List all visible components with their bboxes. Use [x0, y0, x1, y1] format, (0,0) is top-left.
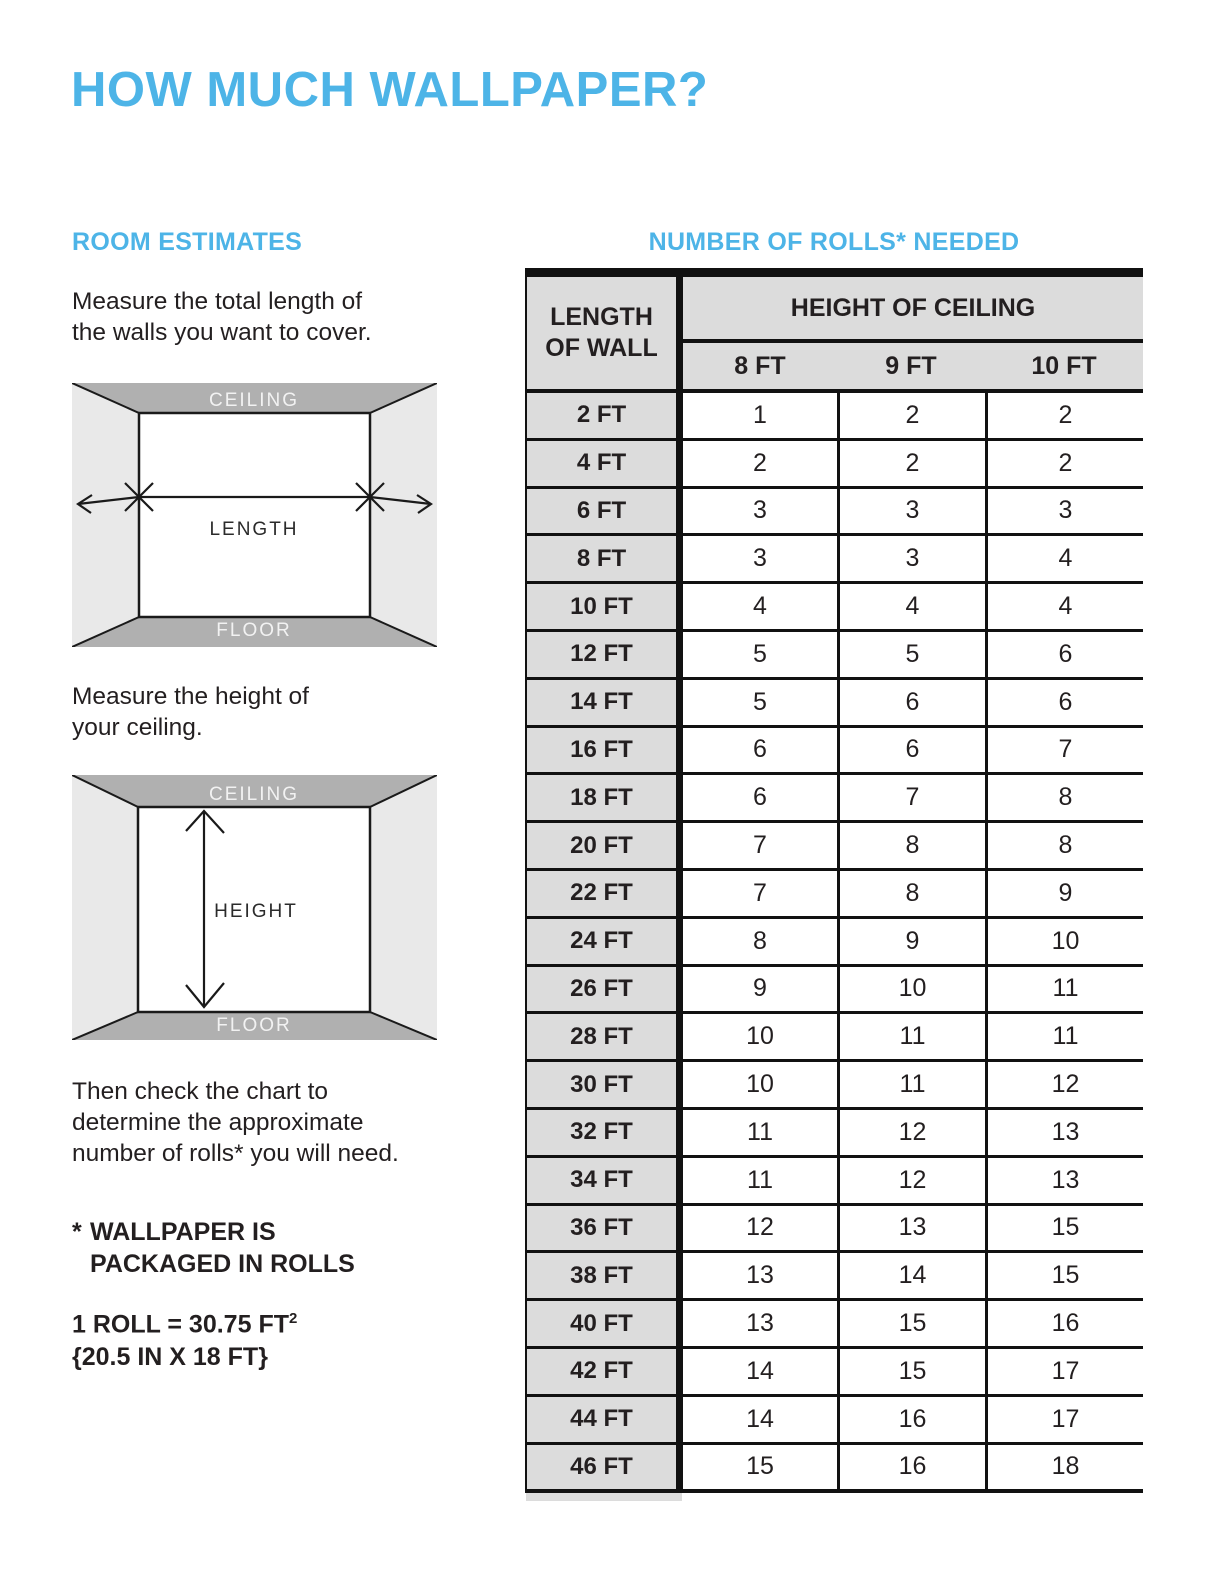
footnote-asterisk: *: [72, 1218, 82, 1246]
wall-length-label: 4 FT: [525, 441, 683, 486]
wall-length-label: 10 FT: [525, 584, 683, 629]
step3-line2: determine the approximate: [72, 1109, 364, 1136]
rolls-value-8ft: 14: [746, 1356, 774, 1385]
wall-length-label: 14 FT: [525, 680, 683, 725]
rolls-value-10ft: 11: [985, 1014, 1143, 1059]
rolls-footnote: [72, 1216, 355, 1280]
table-row: [525, 536, 1143, 584]
wall-length-label: 40 FT: [525, 1301, 683, 1346]
rolls-value-9ft: 3: [837, 489, 985, 534]
wall-length-label: 30 FT: [525, 1062, 683, 1107]
rolls-value-9ft: 8: [837, 871, 985, 916]
label-column-tail: [526, 1493, 682, 1501]
rolls-value-9ft: 3: [837, 536, 985, 581]
rolls-value-10ft: 10: [985, 919, 1143, 964]
rolls-value-10ft: 16: [985, 1301, 1143, 1346]
rolls-value-10ft: 12: [985, 1062, 1143, 1107]
rolls-value-9ft: 4: [837, 584, 985, 629]
table-row: [525, 632, 1143, 680]
column-header-10ft: 10 FT: [1031, 351, 1097, 380]
step2-line1: Measure the height of: [72, 683, 309, 710]
rolls-value-8ft: 1: [753, 400, 767, 429]
wall-length-label: 2 FT: [525, 393, 683, 438]
rolls-value-10ft: 2: [985, 393, 1143, 438]
rolls-value-10ft: 4: [985, 584, 1143, 629]
back-wall: [139, 413, 370, 617]
table-row: [525, 1062, 1143, 1110]
room-estimates-heading: ROOM ESTIMATES: [72, 228, 303, 256]
ceiling-label: CEILING: [208, 390, 300, 411]
rolls-value-8ft: 10: [746, 1022, 774, 1051]
table-row: [525, 1397, 1143, 1445]
rolls-value-10ft: 9: [985, 871, 1143, 916]
footnote-line2: PACKAGED IN ROLLS: [90, 1250, 355, 1278]
ceiling-label: CEILING: [208, 784, 300, 805]
wall-length-label: 28 FT: [525, 1014, 683, 1059]
length-label: LENGTH: [209, 519, 299, 540]
rolls-value-8ft: 4: [753, 592, 767, 621]
length-of-wall-header: [525, 277, 683, 389]
wall-length-label: 26 FT: [525, 967, 683, 1012]
rolls-value-8ft: 7: [753, 878, 767, 907]
rolls-value-10ft: 3: [985, 489, 1143, 534]
wall-length-label: 46 FT: [525, 1445, 683, 1490]
rolls-value-8ft: 9: [753, 974, 767, 1003]
roll-dimensions: {20.5 IN X 18 FT}: [72, 1343, 268, 1372]
rolls-value-8ft: 10: [746, 1070, 774, 1099]
rolls-value-8ft: 5: [753, 687, 767, 716]
rolls-value-8ft: 6: [753, 783, 767, 812]
ceiling-height-header-group: [683, 277, 1143, 389]
wall-length-label: 44 FT: [525, 1397, 683, 1442]
step1-instruction: [72, 286, 372, 348]
rolls-value-10ft: 15: [985, 1253, 1143, 1298]
table-row: [525, 680, 1143, 728]
roll-exponent: 2: [288, 1310, 298, 1327]
rolls-value-9ft: 12: [837, 1110, 985, 1155]
height-of-ceiling-header: HEIGHT OF CEILING: [683, 277, 1143, 343]
rolls-value-8ft: 13: [746, 1261, 774, 1290]
rolls-value-8ft: 5: [753, 639, 767, 668]
wall-length-label: 38 FT: [525, 1253, 683, 1298]
length-of-wall-line2: OF WALL: [545, 334, 658, 362]
rolls-needed-heading: NUMBER OF ROLLS* NEEDED: [648, 228, 1020, 256]
rolls-value-9ft: 13: [837, 1206, 985, 1251]
table-row: [525, 1301, 1143, 1349]
rolls-value-9ft: 2: [837, 441, 985, 486]
rolls-value-8ft: 15: [746, 1452, 774, 1481]
table-row: [525, 1158, 1143, 1206]
rolls-value-9ft: 16: [837, 1445, 985, 1490]
wall-length-label: 34 FT: [525, 1158, 683, 1203]
wall-length-label: 6 FT: [525, 489, 683, 534]
rolls-value-9ft: 10: [837, 967, 985, 1012]
wall-length-label: 24 FT: [525, 919, 683, 964]
length-of-wall-line1: LENGTH: [550, 303, 653, 331]
rolls-value-9ft: 15: [837, 1301, 985, 1346]
step2-line2: your ceiling.: [72, 714, 203, 741]
footnote-line1: WALLPAPER IS: [90, 1218, 276, 1246]
rolls-value-9ft: 14: [837, 1253, 985, 1298]
rolls-value-8ft: 14: [746, 1404, 774, 1433]
table-row: [525, 1206, 1143, 1254]
rolls-value-9ft: 2: [837, 393, 985, 438]
rolls-value-9ft: 9: [837, 919, 985, 964]
rolls-value-9ft: 5: [837, 632, 985, 677]
table-row: [525, 489, 1143, 537]
rolls-value-10ft: 13: [985, 1110, 1143, 1155]
roll-specification: [72, 1302, 297, 1374]
step1-line1: Measure the total length of: [72, 288, 363, 315]
rolls-value-9ft: 8: [837, 823, 985, 868]
rolls-value-10ft: 17: [985, 1397, 1143, 1442]
wall-length-label: 22 FT: [525, 871, 683, 916]
rolls-value-8ft: 3: [753, 544, 767, 573]
table-row: [525, 1349, 1143, 1397]
rolls-value-8ft: 11: [747, 1165, 773, 1194]
table-row: [525, 1110, 1143, 1158]
column-header-9ft: 9 FT: [885, 351, 937, 380]
wall-length-label: 36 FT: [525, 1206, 683, 1251]
height-room-diagram: [72, 775, 437, 1040]
table-row: [525, 1445, 1143, 1493]
height-label: HEIGHT: [214, 901, 298, 922]
table-header: [525, 277, 1143, 393]
page-title: HOW MUCH WALLPAPER?: [71, 63, 709, 117]
table-row: [525, 871, 1143, 919]
rolls-value-9ft: 11: [837, 1014, 985, 1059]
rolls-value-8ft: 6: [753, 735, 767, 764]
rolls-value-8ft: 12: [746, 1213, 774, 1242]
rolls-value-10ft: 13: [985, 1158, 1143, 1203]
rolls-value-9ft: 12: [837, 1158, 985, 1203]
wall-length-label: 12 FT: [525, 632, 683, 677]
rolls-value-8ft: 7: [753, 831, 767, 860]
length-room-diagram: [72, 383, 437, 647]
table-row: [525, 584, 1143, 632]
table-row: [525, 441, 1143, 489]
rolls-value-10ft: 11: [985, 967, 1143, 1012]
roll-equation-line: [72, 1302, 297, 1341]
rolls-value-9ft: 7: [837, 775, 985, 820]
table-row: [525, 919, 1143, 967]
rolls-value-10ft: 6: [985, 680, 1143, 725]
rolls-value-8ft: 11: [747, 1117, 773, 1146]
wall-length-label: 32 FT: [525, 1110, 683, 1155]
rolls-value-10ft: 2: [985, 441, 1143, 486]
rolls-value-10ft: 7: [985, 728, 1143, 773]
step3-line3: number of rolls* you will need.: [72, 1140, 399, 1167]
rolls-value-10ft: 6: [985, 632, 1143, 677]
rolls-value-9ft: 16: [837, 1397, 985, 1442]
step3-instruction: [72, 1076, 399, 1169]
table-row: [525, 823, 1143, 871]
wall-length-label: 18 FT: [525, 775, 683, 820]
table-row: [525, 1253, 1143, 1301]
column-header-8ft: 8 FT: [734, 351, 786, 380]
step2-instruction: [72, 681, 309, 743]
table-row: [525, 1014, 1143, 1062]
rolls-value-10ft: 8: [985, 775, 1143, 820]
table-row: [525, 775, 1143, 823]
rolls-value-10ft: 15: [985, 1206, 1143, 1251]
wall-length-label: 16 FT: [525, 728, 683, 773]
floor-label: FLOOR: [216, 1015, 292, 1036]
table-row: [525, 728, 1143, 776]
rolls-value-9ft: 6: [837, 680, 985, 725]
step3-line1: Then check the chart to: [72, 1078, 329, 1105]
wall-length-label: 8 FT: [525, 536, 683, 581]
floor-label: FLOOR: [216, 620, 292, 641]
rolls-value-8ft: 13: [746, 1309, 774, 1338]
rolls-value-9ft: 15: [837, 1349, 985, 1394]
step1-line2: the walls you want to cover.: [72, 319, 372, 346]
footnote-text: [90, 1216, 355, 1280]
rolls-value-8ft: 2: [753, 448, 767, 477]
table-row: [525, 967, 1143, 1015]
table-top-border: [525, 268, 1143, 277]
rolls-value-9ft: 6: [837, 728, 985, 773]
roll-equation: 1 ROLL = 30.75 FT: [72, 1310, 289, 1339]
rolls-value-10ft: 17: [985, 1349, 1143, 1394]
wall-length-label: 20 FT: [525, 823, 683, 868]
rolls-value-10ft: 18: [985, 1445, 1143, 1490]
rolls-value-8ft: 8: [753, 926, 767, 955]
table-body: [525, 393, 1143, 1493]
rolls-value-8ft: 3: [753, 496, 767, 525]
ceiling-height-columns: [683, 343, 1143, 389]
rolls-value-10ft: 4: [985, 536, 1143, 581]
wall-length-label: 42 FT: [525, 1349, 683, 1394]
rolls-value-10ft: 8: [985, 823, 1143, 868]
rolls-value-9ft: 11: [837, 1062, 985, 1107]
table-row: [525, 393, 1143, 441]
rolls-table: [525, 268, 1143, 1501]
